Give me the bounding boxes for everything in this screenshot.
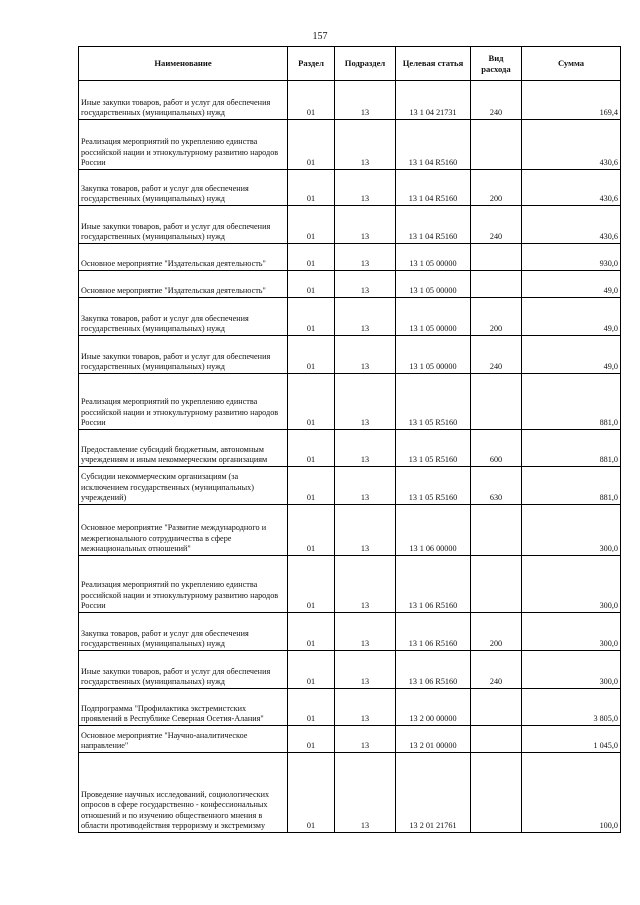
page-number: 157 [312, 31, 328, 42]
row-target: 13 1 04 R5160 [396, 120, 471, 170]
row-vid: 200 [471, 613, 522, 651]
row-razdel: 01 [288, 298, 335, 336]
row-razdel: 01 [288, 336, 335, 374]
row-podrazdel: 13 [335, 336, 396, 374]
row-podrazdel: 13 [335, 430, 396, 467]
row-target: 13 1 06 R5160 [396, 651, 471, 689]
row-sum: 930,0 [522, 244, 621, 271]
row-name: Закупка товаров, работ и услуг для обеспечения государственных (муниципальных) нужд [79, 613, 288, 651]
row-name: Основное мероприятие "Издательская деятельность" [79, 244, 288, 271]
row-target: 13 1 04 21731 [396, 81, 471, 120]
row-vid [471, 244, 522, 271]
row-podrazdel: 13 [335, 689, 396, 726]
table-row [79, 726, 621, 753]
row-podrazdel: 13 [335, 271, 396, 298]
row-name: Проведение научных исследований, социологических опросов в сфере государственно - конфессиональных отношений и по изучению общественного мнения в области противодействия терроризму и экстремизму [79, 753, 288, 833]
row-vid: 600 [471, 430, 522, 467]
header-sum: Сумма [522, 47, 621, 81]
row-sum: 300,0 [522, 651, 621, 689]
header-target: Целевая статья [396, 47, 471, 81]
row-sum: 49,0 [522, 271, 621, 298]
row-vid [471, 556, 522, 613]
row-razdel: 01 [288, 726, 335, 753]
table-row [79, 120, 621, 170]
row-razdel: 01 [288, 556, 335, 613]
row-name: Основное мероприятие "Развитие международного и межрегионального сотрудничества в сфере межнациональных отношений" [79, 505, 288, 556]
table-row [79, 374, 621, 430]
header-podrazdel: Подраздел [335, 47, 396, 81]
row-vid: 200 [471, 170, 522, 206]
row-razdel: 01 [288, 374, 335, 430]
table-row [79, 505, 621, 556]
row-target: 13 2 01 00000 [396, 726, 471, 753]
row-sum: 430,6 [522, 170, 621, 206]
row-name: Реализация мероприятий по укреплению единства российской нации и этнокультурному развитию народов России [79, 374, 288, 430]
row-podrazdel: 13 [335, 613, 396, 651]
row-podrazdel: 13 [335, 244, 396, 271]
row-razdel: 01 [288, 467, 335, 505]
row-target: 13 1 04 R5160 [396, 206, 471, 244]
row-sum: 100,0 [522, 753, 621, 833]
row-vid: 630 [471, 467, 522, 505]
row-razdel: 01 [288, 120, 335, 170]
row-sum: 49,0 [522, 298, 621, 336]
table-row [79, 556, 621, 613]
table-row [79, 206, 621, 244]
row-vid [471, 726, 522, 753]
row-target: 13 1 04 R5160 [396, 170, 471, 206]
table-row [79, 271, 621, 298]
row-razdel: 01 [288, 430, 335, 467]
row-target: 13 1 05 R5160 [396, 374, 471, 430]
row-podrazdel: 13 [335, 467, 396, 505]
row-target: 13 2 01 21761 [396, 753, 471, 833]
table-row [79, 613, 621, 651]
row-razdel: 01 [288, 753, 335, 833]
row-razdel: 01 [288, 170, 335, 206]
row-razdel: 01 [288, 81, 335, 120]
table-header-row [79, 47, 621, 81]
row-target: 13 1 05 R5160 [396, 467, 471, 505]
row-podrazdel: 13 [335, 170, 396, 206]
row-podrazdel: 13 [335, 726, 396, 753]
row-sum: 300,0 [522, 556, 621, 613]
row-sum: 430,6 [522, 206, 621, 244]
row-name: Субсидии некоммерческим организациям (за исключением государственных (муниципальных) учреждений) [79, 467, 288, 505]
row-target: 13 1 06 R5160 [396, 613, 471, 651]
row-podrazdel: 13 [335, 374, 396, 430]
row-sum: 169,4 [522, 81, 621, 120]
row-name: Иные закупки товаров, работ и услуг для обеспечения государственных (муниципальных) нужд [79, 336, 288, 374]
row-name: Закупка товаров, работ и услуг для обеспечения государственных (муниципальных) нужд [79, 170, 288, 206]
row-vid [471, 689, 522, 726]
row-podrazdel: 13 [335, 298, 396, 336]
row-name: Иные закупки товаров, работ и услуг для обеспечения государственных (муниципальных) нужд [79, 206, 288, 244]
row-vid [471, 120, 522, 170]
row-target: 13 1 06 R5160 [396, 556, 471, 613]
row-vid: 240 [471, 206, 522, 244]
row-vid: 240 [471, 651, 522, 689]
row-name: Реализация мероприятий по укреплению единства российской нации и этнокультурному развитию народов России [79, 556, 288, 613]
row-name: Основное мероприятие "Издательская деятельность" [79, 271, 288, 298]
row-vid: 240 [471, 336, 522, 374]
table-row [79, 298, 621, 336]
row-name: Предоставление субсидий бюджетным, автономным учреждениям и иным некоммерческим организациям [79, 430, 288, 467]
header-razdel: Раздел [288, 47, 335, 81]
row-name: Основное мероприятие "Научно-аналитическое направление" [79, 726, 288, 753]
row-target: 13 1 05 R5160 [396, 430, 471, 467]
row-name: Реализация мероприятий по укреплению единства российской нации и этнокультурному развитию народов России [79, 120, 288, 170]
row-razdel: 01 [288, 271, 335, 298]
row-sum: 49,0 [522, 336, 621, 374]
row-podrazdel: 13 [335, 81, 396, 120]
row-vid [471, 271, 522, 298]
row-vid [471, 505, 522, 556]
row-sum: 881,0 [522, 374, 621, 430]
budget-table [78, 46, 621, 833]
row-vid [471, 374, 522, 430]
row-podrazdel: 13 [335, 651, 396, 689]
table-row [79, 753, 621, 833]
row-target: 13 1 05 00000 [396, 271, 471, 298]
row-target: 13 2 00 00000 [396, 689, 471, 726]
table-row [79, 336, 621, 374]
row-razdel: 01 [288, 651, 335, 689]
row-name: Закупка товаров, работ и услуг для обеспечения государственных (муниципальных) нужд [79, 298, 288, 336]
row-sum: 430,6 [522, 120, 621, 170]
table-row [79, 170, 621, 206]
row-podrazdel: 13 [335, 753, 396, 833]
row-sum: 300,0 [522, 613, 621, 651]
table-row [79, 430, 621, 467]
row-razdel: 01 [288, 613, 335, 651]
row-name: Подпрограмма "Профилактика экстремистских проявлений в Республике Северная Осетия-Алания" [79, 689, 288, 726]
row-name: Иные закупки товаров, работ и услуг для обеспечения государственных (муниципальных) нужд [79, 651, 288, 689]
row-name: Иные закупки товаров, работ и услуг для обеспечения государственных (муниципальных) нужд [79, 81, 288, 120]
row-podrazdel: 13 [335, 120, 396, 170]
table-row [79, 689, 621, 726]
row-target: 13 1 06 00000 [396, 505, 471, 556]
row-sum: 1 045,0 [522, 726, 621, 753]
row-podrazdel: 13 [335, 505, 396, 556]
row-razdel: 01 [288, 689, 335, 726]
header-vid: Вид расхода [471, 47, 522, 81]
row-razdel: 01 [288, 206, 335, 244]
row-razdel: 01 [288, 505, 335, 556]
table-row [79, 467, 621, 505]
row-vid: 200 [471, 298, 522, 336]
table-row [79, 651, 621, 689]
row-sum: 881,0 [522, 467, 621, 505]
table-row [79, 81, 621, 120]
header-name: Наименование [79, 47, 288, 81]
row-target: 13 1 05 00000 [396, 298, 471, 336]
row-target: 13 1 05 00000 [396, 244, 471, 271]
row-target: 13 1 05 00000 [396, 336, 471, 374]
row-sum: 300,0 [522, 505, 621, 556]
row-razdel: 01 [288, 244, 335, 271]
table-row [79, 244, 621, 271]
row-sum: 881,0 [522, 430, 621, 467]
row-podrazdel: 13 [335, 206, 396, 244]
row-sum: 3 805,0 [522, 689, 621, 726]
row-vid [471, 753, 522, 833]
row-vid: 240 [471, 81, 522, 120]
row-podrazdel: 13 [335, 556, 396, 613]
